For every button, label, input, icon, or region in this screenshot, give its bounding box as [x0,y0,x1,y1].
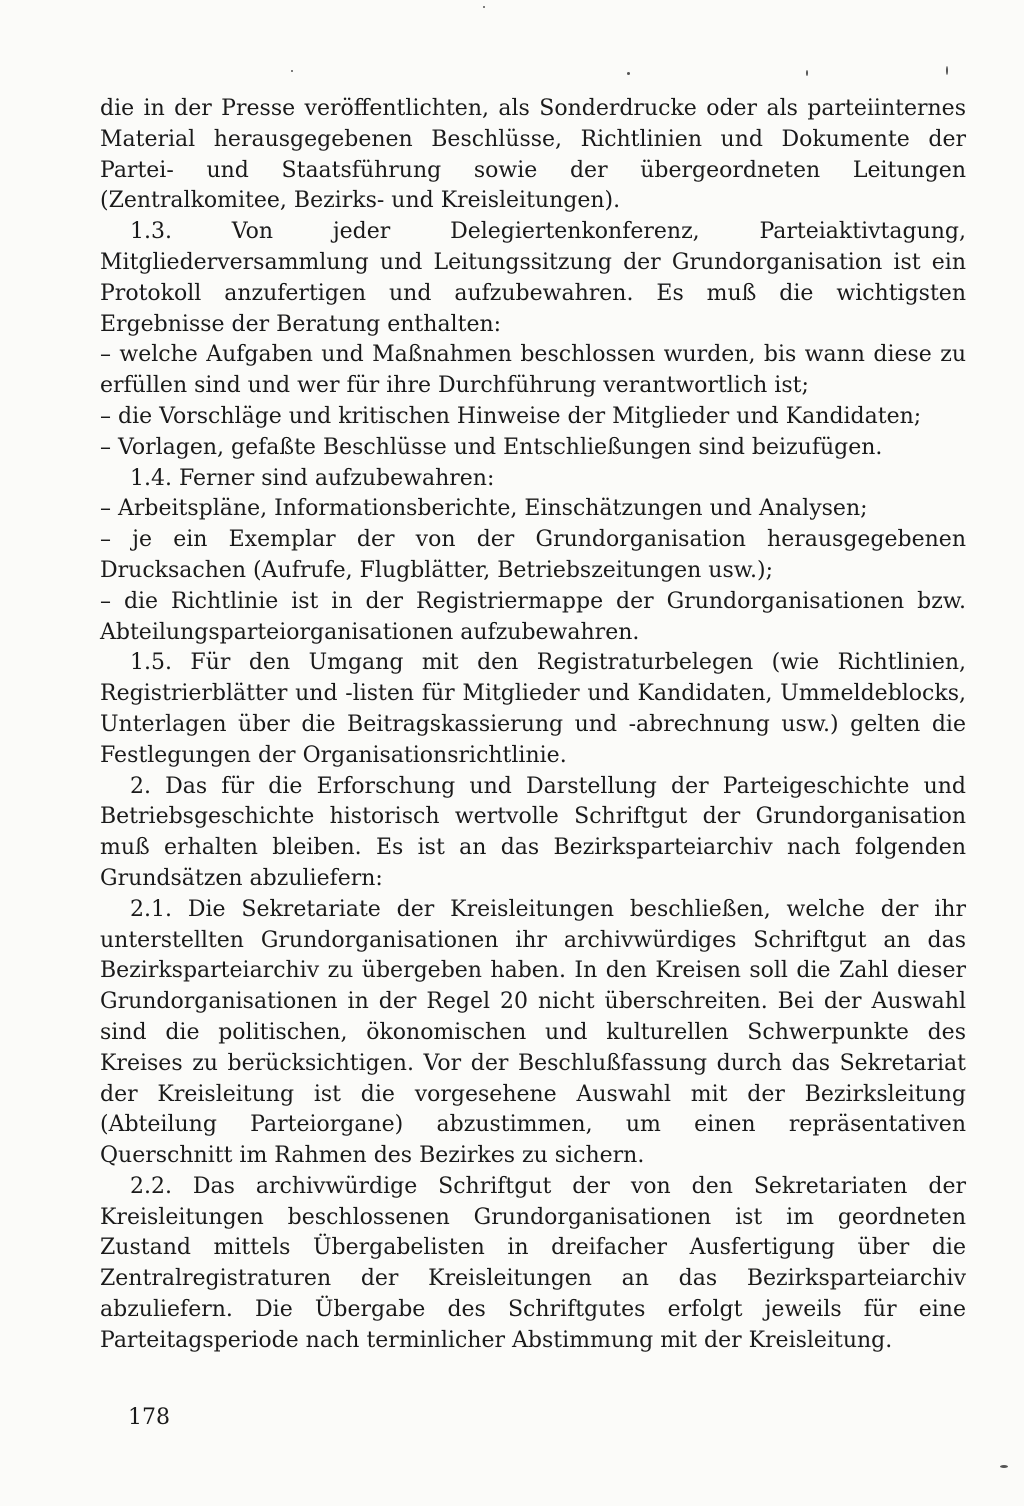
body-text [100,94,966,1357]
scan-speck [806,70,808,76]
scan-speck [291,70,293,72]
list-item: – welche Aufgaben und Maßnahmen beschlossen wurden, bis wann diese zu erfüllen sind und wer für ihre Durchführung verantwortlich ist; [100,342,966,399]
paragraph-2-1: 2.1. Die Sekretariate der Kreisleitungen beschließen, welche der ihr unterstellten Grundorganisationen ihr archivwürdiges Schriftgut an das Bezirksparteiarchiv zu übergeben haben. In den Kreisen soll die Zahl dieser Grundorganisationen in der Regel 20 nicht überschreiten. Bei der Auswahl sind die politischen, ökonomischen und kulturellen Schwerpunkte des Kreises zu berücksichtigen. Vor der Beschlußfassung durch das Sekretariat der Kreisleitung ist die vorgesehene Auswahl mit der Bezirksleitung (Abteilung Parteiorgane) abzustimmen, um einen repräsentativen Querschnitt im Rahmen des Bezirkes zu sichern. [100,896,966,1169]
list-item: – je ein Exemplar der von der Grundorganisation herausgegebenen Drucksachen (Aufrufe, Flugblätter, Betriebszeitungen usw.); [100,527,966,583]
list-item: – die Vorschläge und kritischen Hinweise der Mitglieder und Kandidaten; [100,403,922,429]
paragraph-2: 2. Das für die Erforschung und Darstellung der Parteigeschichte und Betriebsgeschichte historisch wertvolle Schriftgut der Grundorganisation muß erhalten bleiben. Es ist an das Bezirksparteiarchiv nach folgenden Grundsätzen abzuliefern: [100,773,966,891]
paragraph-2-2: 2.2. Das archivwürdige Schriftgut der von den Sekretariaten der Kreisleitungen beschlossenen Grundorganisationen ist im geordneten Zustand mittels Übergabelisten in dreifacher Ausfertigung über die Zentralregistraturen der Kreisleitungen an das Bezirksparteiarchiv abzuliefern. Die Übergabe des Schriftgutes erfolgt jeweils für eine Parteitagsperiode nach terminlicher Abstimmung mit der Kreisleitung. [100,1173,966,1353]
list-item: – Vorlagen, gefaßte Beschlüsse und Entschließungen sind beizufügen. [100,434,883,460]
page-number: 178 [128,1405,170,1430]
scan-speck [483,6,485,8]
scan-speck [627,72,630,75]
list-item: – die Richtlinie ist in der Registriermappe der Grundorganisationen bzw. Abteilungsparteiorganisationen aufzubewahren. [100,588,966,645]
list-item: – Arbeitspläne, Informationsberichte, Einschätzungen und Analysen; [100,496,868,522]
paragraph-continuation: die in der Presse veröffentlichten, als Sonderdrucke oder als parteiinternes Material herausgegebenen Beschlüsse, Richtlinien und Dokumente der Partei- und Staatsführung sowie der übergeordneten Leitungen (Zentralkomitee, Bezirks- und Kreisleitungen). [100,96,966,214]
paragraph-1-4: 1.4. Ferner sind aufzubewahren: [130,465,495,491]
paragraph-1-3: 1.3. Von jeder Delegiertenkonferenz, Parteiaktivtagung, Mitgliederversammlung und Leitungssitzung der Grundorganisation ist ein Protokoll anzufertigen und aufzubewahren. Es muß die wichtigsten Ergebnisse der Beratung enthalten: [100,219,966,337]
scan-speck [946,66,948,75]
scan-speck [1000,1465,1008,1468]
paragraph-1-5: 1.5. Für den Umgang mit den Registraturbelegen (wie Richtlinien, Registrierblätter und -listen für Mitglieder und Kandidaten, Ummeldeblocks, Unterlagen über die Beitragskassierung und -abrechnung usw.) gelten die Festlegungen der Organisationsrichtlinie. [100,650,966,768]
